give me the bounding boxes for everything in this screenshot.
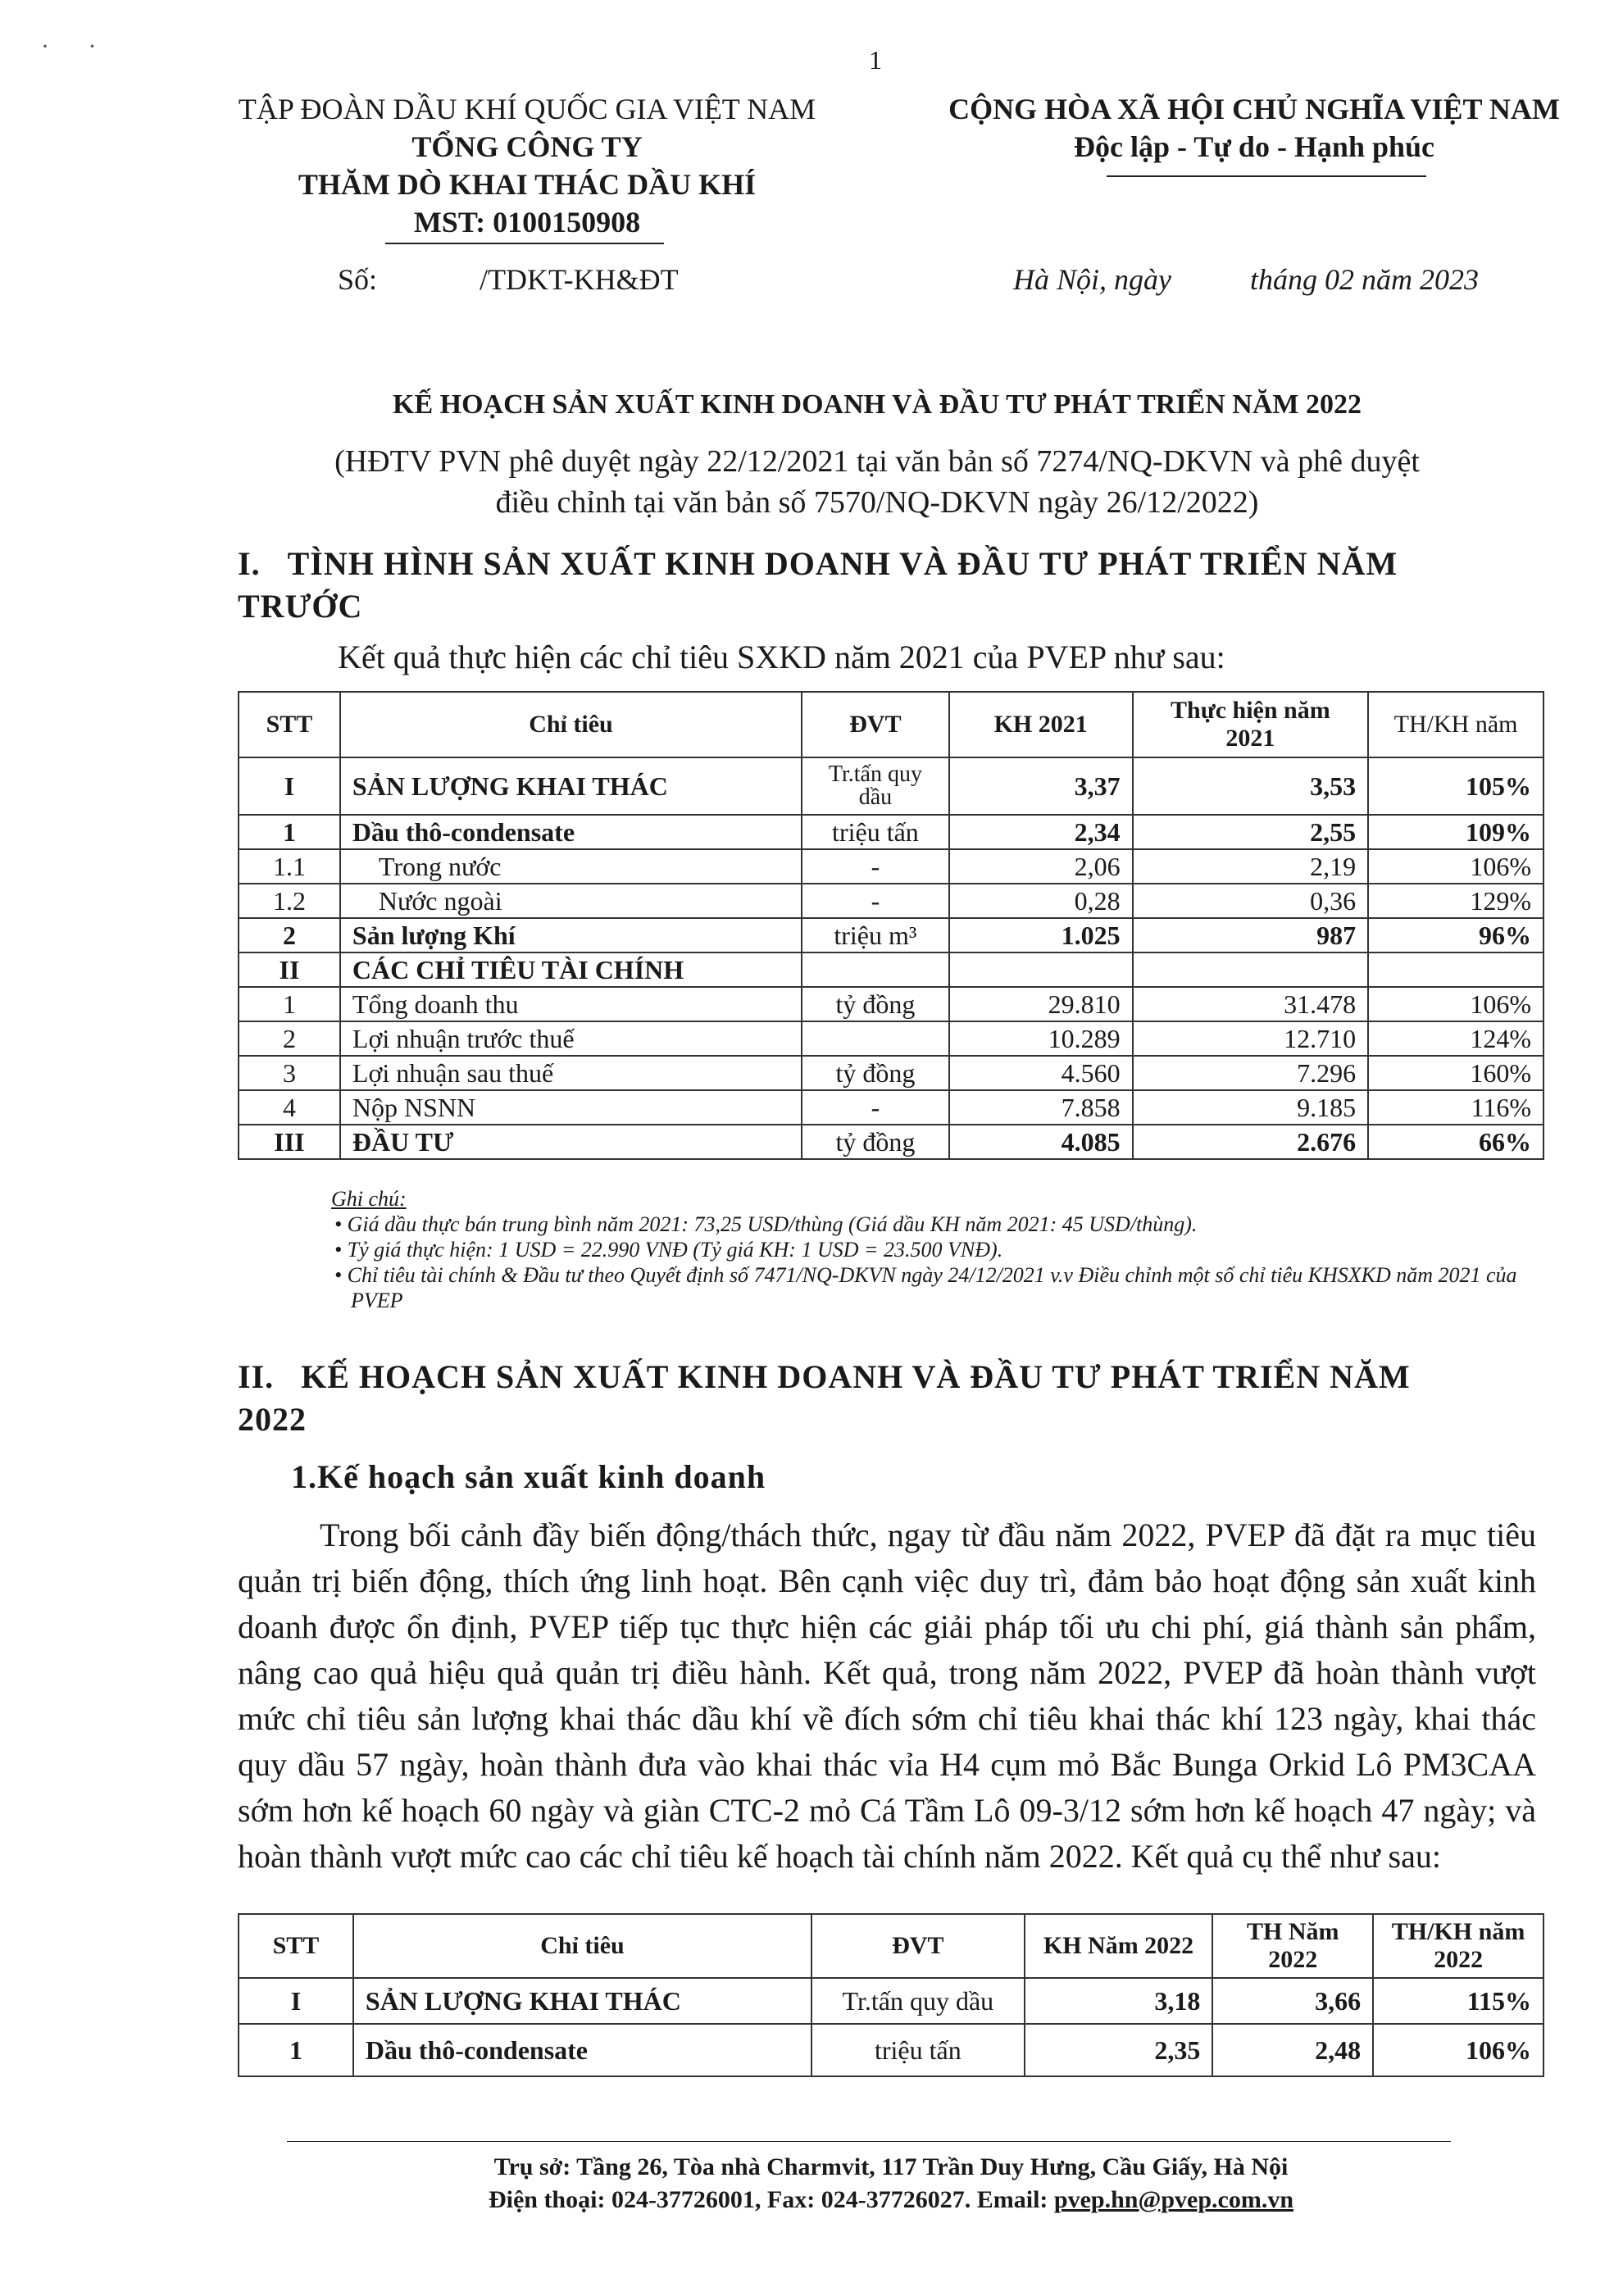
cell-plan: 2,34 bbox=[949, 815, 1133, 849]
section1-intro: Kết quả thực hiện các chỉ tiêu SXKD năm 2021 của PVEP như sau: bbox=[338, 639, 1225, 675]
section1-title-line1: TÌNH HÌNH SẢN XUẤT KINH DOANH VÀ ĐẦU TƯ PHÁT TRIỂN NĂM bbox=[287, 545, 1398, 582]
cell-unit: triệu m³ bbox=[802, 918, 949, 952]
section2-title-line1: KẾ HOẠCH SẢN XUẤT KINH DOANH VÀ ĐẦU TƯ PHÁT TRIỂN NĂM bbox=[301, 1358, 1411, 1395]
header-cell: STT bbox=[239, 692, 340, 757]
section2-title-line2: 2022 bbox=[238, 1401, 307, 1438]
header-cell: TH/KH năm bbox=[1368, 692, 1543, 757]
cell-plan: 3,18 bbox=[1025, 1978, 1213, 2024]
cell-actual: 12.710 bbox=[1133, 1021, 1369, 1056]
cell-stt: 1 bbox=[239, 987, 340, 1021]
table-row bbox=[239, 1056, 1543, 1090]
header-left-rule bbox=[385, 243, 664, 244]
header-right bbox=[902, 90, 1607, 166]
cell-stt: II bbox=[239, 952, 340, 987]
cell-ratio: 115% bbox=[1373, 1978, 1543, 2024]
cell-label: SẢN LƯỢNG KHAI THÁC bbox=[353, 1978, 812, 2024]
results-2021-table bbox=[238, 691, 1544, 1160]
cell-unit: tỷ đồng bbox=[802, 987, 949, 1021]
cell-plan: 1.025 bbox=[949, 918, 1133, 952]
tax-id: MST: 0100150908 bbox=[413, 206, 641, 239]
nation-title: CỘNG HÒA XÃ HỘI CHỦ NGHĨA VIỆT NAM bbox=[948, 93, 1560, 125]
org-parent: TẬP ĐOÀN DẦU KHÍ QUỐC GIA VIỆT NAM bbox=[238, 93, 816, 125]
cell-ratio bbox=[1368, 952, 1543, 987]
table-row bbox=[239, 952, 1543, 987]
table-header-row bbox=[239, 1914, 1543, 1978]
cell-plan: 3,37 bbox=[949, 757, 1133, 815]
table-row bbox=[239, 884, 1543, 918]
place-date-part1: Hà Nội, ngày bbox=[1013, 263, 1171, 296]
cell-label: Trong nước bbox=[340, 849, 802, 884]
footer-email-link[interactable]: pvep.hn@pvep.com.vn bbox=[1053, 2186, 1294, 2213]
table-row bbox=[239, 918, 1543, 952]
cell-actual: 31.478 bbox=[1133, 987, 1369, 1021]
cell-stt: 1 bbox=[239, 2024, 353, 2076]
cell-unit: triệu tấn bbox=[812, 2024, 1025, 2076]
cell-stt: I bbox=[239, 757, 340, 815]
header-cell: KH Năm 2022 bbox=[1025, 1914, 1213, 1978]
cell-ratio: 124% bbox=[1368, 1021, 1543, 1056]
doc-number-label: Số: bbox=[338, 263, 378, 296]
cell-unit: tỷ đồng bbox=[802, 1125, 949, 1159]
section2-paragraph: Trong bối cảnh đầy biến động/thách thức, ngay từ đầu năm 2022, PVEP đã đặt ra mục tiêu quản trị biến động, thích ứng linh hoạt. Bên cạnh việc duy trì, đảm bảo hoạt động sản xuất kinh doanh được ổn định, PVEP tiếp tục thực hiện các giải pháp tối ưu chi phí, giá thành sản phẩm, nâng cao quả hiệu quả quản trị điều hành. Kết quả, trong năm 2022, PVEP đã hoàn thành vượt mức chỉ tiêu sản lượng khai thác dầu khí về đích sớm chỉ tiêu khai thác khí 123 ngày, khai thác quy dầu 57 ngày, hoàn thành đưa vào khai thác vỉa H4 cụm mỏ Bắc Bunga Orkid Lô PM3CAA sớm hơn kế hoạch 60 ngày và giàn CTC-2 mỏ Cá Tầm Lô 09-3/12 sớm hơn kế hoạch 47 ngày; và hoàn thành vượt mức cao các chỉ tiêu kế hoạch tài chính năm 2022. Kết quả cụ thể như sau: bbox=[238, 1516, 1536, 1875]
footer-phone-fax: Điện thoại: 024-37726001, Fax: 024-37726027. Email: bbox=[488, 2186, 1054, 2213]
cell-unit bbox=[802, 1021, 949, 1056]
cell-actual: 0,36 bbox=[1133, 884, 1369, 918]
section1-number: I. bbox=[238, 545, 261, 582]
header-cell: STT bbox=[239, 1914, 353, 1978]
results-2022-table bbox=[238, 1913, 1544, 2077]
table-row bbox=[239, 757, 1543, 815]
table-row bbox=[239, 1021, 1543, 1056]
section1-heading bbox=[238, 543, 1566, 628]
nation-motto: Độc lập - Tự do - Hạnh phúc bbox=[1073, 130, 1435, 163]
cell-label: Lợi nhuận sau thuế bbox=[340, 1056, 802, 1090]
cell-plan: 0,28 bbox=[949, 884, 1133, 918]
header-cell: ĐVT bbox=[812, 1914, 1025, 1978]
footer-rule bbox=[287, 2141, 1451, 2142]
cell-actual: 2.676 bbox=[1133, 1125, 1369, 1159]
section2-number: II. bbox=[238, 1358, 275, 1395]
cell-actual: 3,53 bbox=[1133, 757, 1369, 815]
cell-plan: 7.858 bbox=[949, 1090, 1133, 1125]
cell-ratio: 106% bbox=[1373, 2024, 1543, 2076]
note-item: • Tỷ giá thực hiện: 1 USD = 22.990 VNĐ (Tỷ giá KH: 1 USD = 23.500 VNĐ). bbox=[351, 1237, 1561, 1262]
cell-plan bbox=[949, 952, 1133, 987]
notes-block bbox=[331, 1186, 1561, 1313]
table-row bbox=[239, 1978, 1543, 2024]
header-cell: TH/KH năm 2022 bbox=[1373, 1914, 1543, 1978]
cell-actual: 2,55 bbox=[1133, 815, 1369, 849]
cell-unit: triệu tấn bbox=[802, 815, 949, 849]
cell-stt: 4 bbox=[239, 1090, 340, 1125]
cell-actual: 2,48 bbox=[1212, 2024, 1373, 2076]
cell-unit bbox=[802, 952, 949, 987]
cell-stt: 3 bbox=[239, 1056, 340, 1090]
org-name-line1: TỔNG CÔNG TY bbox=[411, 130, 643, 163]
cell-label: Sản lượng Khí bbox=[340, 918, 802, 952]
cell-label: Lợi nhuận trước thuế bbox=[340, 1021, 802, 1056]
cell-unit: - bbox=[802, 849, 949, 884]
cell-stt: 1 bbox=[239, 815, 340, 849]
table-row bbox=[239, 987, 1543, 1021]
table-row bbox=[239, 2024, 1543, 2076]
cell-unit: Tr.tấn quy dầu bbox=[802, 757, 949, 815]
table-header-row bbox=[239, 692, 1543, 757]
cell-label: CÁC CHỈ TIÊU TÀI CHÍNH bbox=[340, 952, 802, 987]
cell-label: Dầu thô-condensate bbox=[340, 815, 802, 849]
notes-label: Ghi chú: bbox=[331, 1187, 407, 1211]
cell-unit: Tr.tấn quy dầu bbox=[812, 1978, 1025, 2024]
section2-heading bbox=[238, 1356, 1566, 1441]
footer bbox=[238, 2151, 1544, 2216]
header-cell: Chỉ tiêu bbox=[353, 1914, 812, 1978]
cell-stt: 2 bbox=[239, 918, 340, 952]
cell-ratio: 106% bbox=[1368, 849, 1543, 884]
cell-plan: 2,35 bbox=[1025, 2024, 1213, 2076]
document-title: KẾ HOẠCH SẢN XUẤT KINH DOANH VÀ ĐẦU TƯ PHÁT TRIỂN NĂM 2022 bbox=[393, 389, 1362, 420]
header-cell: KH 2021 bbox=[949, 692, 1133, 757]
cell-label: Nộp NSNN bbox=[340, 1090, 802, 1125]
cell-ratio: 109% bbox=[1368, 815, 1543, 849]
header-cell: Thực hiện năm 2021 bbox=[1133, 692, 1369, 757]
table-row bbox=[239, 1125, 1543, 1159]
cell-unit: - bbox=[802, 1090, 949, 1125]
header-cell: ĐVT bbox=[802, 692, 949, 757]
header-left bbox=[187, 90, 867, 241]
cell-actual bbox=[1133, 952, 1369, 987]
doc-number: /TDKT-KH&ĐT bbox=[480, 263, 679, 296]
cell-stt: 1.2 bbox=[239, 884, 340, 918]
cell-unit: tỷ đồng bbox=[802, 1056, 949, 1090]
cell-ratio: 66% bbox=[1368, 1125, 1543, 1159]
footer-contact bbox=[238, 2184, 1544, 2216]
footer-address: Trụ sở: Tầng 26, Tòa nhà Charmvit, 117 Trần Duy Hưng, Cầu Giấy, Hà Nội bbox=[493, 2153, 1289, 2180]
cell-label: Tổng doanh thu bbox=[340, 987, 802, 1021]
cell-plan: 4.560 bbox=[949, 1056, 1133, 1090]
cell-label: Dầu thô-condensate bbox=[353, 2024, 812, 2076]
cell-ratio: 106% bbox=[1368, 987, 1543, 1021]
cell-label: ĐẦU TƯ bbox=[340, 1125, 802, 1159]
cell-plan: 4.085 bbox=[949, 1125, 1133, 1159]
note-item: • Giá dầu thực bán trung bình năm 2021: 73,25 USD/thùng (Giá dầu KH năm 2021: 45 USD/thùng). bbox=[351, 1212, 1561, 1237]
header-cell: TH Năm 2022 bbox=[1212, 1914, 1373, 1978]
org-name-line2: THĂM DÒ KHAI THÁC DẦU KHÍ bbox=[298, 168, 757, 201]
table-row bbox=[239, 1090, 1543, 1125]
cell-actual: 3,66 bbox=[1212, 1978, 1373, 2024]
header-cell: Chỉ tiêu bbox=[340, 692, 802, 757]
note-item: • Chỉ tiêu tài chính & Đầu tư theo Quyết định số 7471/NQ-DKVN ngày 24/12/2021 v.v Điều chỉnh một số chỉ tiêu KHSXKD năm 2021 của PVEP bbox=[351, 1262, 1561, 1313]
subsection-1-heading: 1.Kế hoạch sản xuất kinh doanh bbox=[291, 1458, 766, 1495]
cell-ratio: 129% bbox=[1368, 884, 1543, 918]
subtitle-line2: điều chỉnh tại văn bản số 7570/NQ-DKVN ngày 26/12/2022) bbox=[495, 485, 1259, 520]
cell-label: SẢN LƯỢNG KHAI THÁC bbox=[340, 757, 802, 815]
cell-ratio: 160% bbox=[1368, 1056, 1543, 1090]
table-row bbox=[239, 815, 1543, 849]
cell-stt: 1.1 bbox=[239, 849, 340, 884]
cell-plan: 2,06 bbox=[949, 849, 1133, 884]
cell-ratio: 96% bbox=[1368, 918, 1543, 952]
table-row bbox=[239, 849, 1543, 884]
notes-list bbox=[331, 1212, 1561, 1313]
cell-stt: III bbox=[239, 1125, 340, 1159]
header-right-rule bbox=[1107, 175, 1426, 177]
subtitle-line1: (HĐTV PVN phê duyệt ngày 22/12/2021 tại văn bản số 7274/NQ-DKVN và phê duyệt bbox=[334, 444, 1420, 479]
cell-actual: 9.185 bbox=[1133, 1090, 1369, 1125]
cell-plan: 10.289 bbox=[949, 1021, 1133, 1056]
cell-actual: 987 bbox=[1133, 918, 1369, 952]
section1-title-line2: TRƯỚC bbox=[238, 588, 363, 625]
cell-actual: 2,19 bbox=[1133, 849, 1369, 884]
cell-ratio: 116% bbox=[1368, 1090, 1543, 1125]
document-subtitle bbox=[238, 441, 1516, 523]
cell-label: Nước ngoài bbox=[340, 884, 802, 918]
cell-actual: 7.296 bbox=[1133, 1056, 1369, 1090]
cell-stt: 2 bbox=[239, 1021, 340, 1056]
page-number: 1 bbox=[869, 45, 882, 75]
scan-specks: · · bbox=[41, 33, 113, 60]
cell-stt: I bbox=[239, 1978, 353, 2024]
cell-plan: 29.810 bbox=[949, 987, 1133, 1021]
cell-ratio: 105% bbox=[1368, 757, 1543, 815]
cell-unit: - bbox=[802, 884, 949, 918]
place-date-part2: tháng 02 năm 2023 bbox=[1250, 263, 1479, 296]
